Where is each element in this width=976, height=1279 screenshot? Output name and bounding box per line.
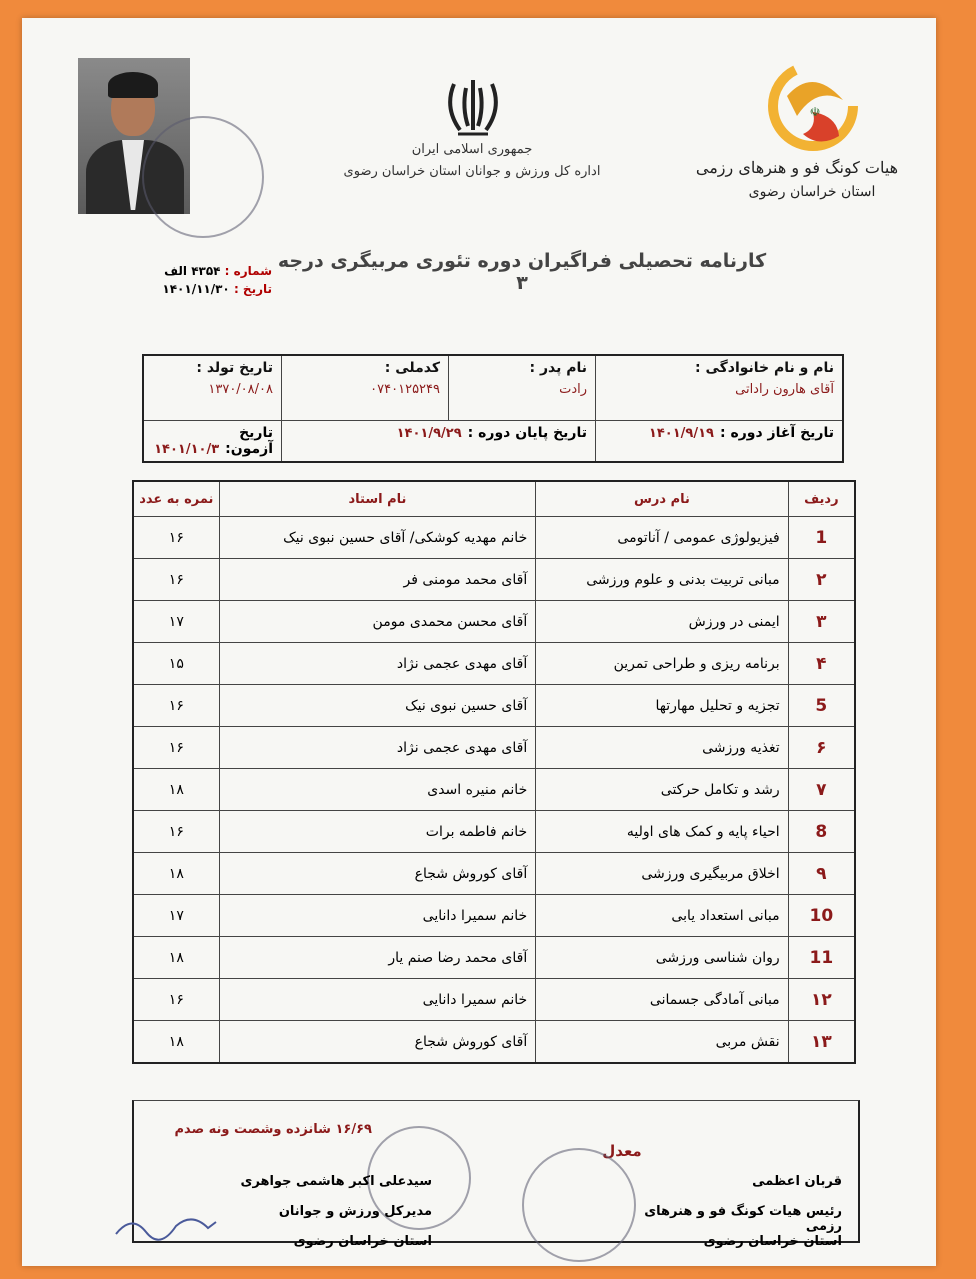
student-info-table: [142, 354, 844, 463]
table-row: [133, 643, 855, 685]
row-number: 10: [788, 895, 855, 937]
teacher-name: خانم فاطمه برات: [219, 811, 536, 853]
table-row: [133, 853, 855, 895]
row-number: ۴: [788, 643, 855, 685]
row-number: ۱۲: [788, 979, 855, 1021]
birth-cell: [143, 355, 282, 421]
number-value: ۴۳۵۴ الف: [164, 264, 221, 278]
teacher-name: آقای مهدی عجمی نژاد: [219, 727, 536, 769]
father-label: نام پدر :: [529, 360, 587, 376]
name-label: نام و نام خانوادگی :: [694, 360, 834, 376]
start-cell: [596, 421, 844, 463]
exam-value: ۱۴۰۱/۱۰/۳: [154, 442, 220, 457]
name-cell: [596, 355, 844, 421]
doc-number-block: [142, 264, 272, 296]
left-signer-province: استان خراسان رضوی: [293, 1234, 432, 1249]
photo-stamp: [142, 116, 264, 238]
teacher-name: آقای کوروش شجاع: [219, 1021, 536, 1064]
row-number: 8: [788, 811, 855, 853]
header-teacher: نام استاد: [219, 481, 536, 517]
header-score: نمره به عدد: [133, 481, 219, 517]
end-cell: [282, 421, 596, 463]
number-label: شماره :: [224, 264, 272, 278]
row-number: ۲: [788, 559, 855, 601]
end-value: ۱۴۰۱/۹/۲۹: [396, 426, 462, 441]
table-row: [133, 937, 855, 979]
left-signer-name: سیدعلی اکبر هاشمی جواهری: [240, 1174, 432, 1189]
row-number: ۹: [788, 853, 855, 895]
table-row: [133, 685, 855, 727]
teacher-name: آقای محمد رضا صنم یار: [219, 937, 536, 979]
course-name: روان شناسی ورزشی: [536, 937, 788, 979]
course-name: نقش مربی: [536, 1021, 788, 1064]
page-title: کارنامه تحصیلی فراگیران دوره تئوری مربیگری درجه ۳: [277, 250, 767, 294]
course-name: مبانی تربیت بدنی و علوم ورزشی: [536, 559, 788, 601]
kungfu-federation-logo: [757, 56, 867, 156]
signature-scribble: [112, 1204, 222, 1244]
right-stamp: [522, 1148, 636, 1262]
document-paper: [22, 18, 936, 1266]
score: ۱۶: [133, 559, 219, 601]
org-line-2: استان خراسان رضوی: [748, 184, 876, 200]
table-row: [133, 1021, 855, 1064]
score: ۱۶: [133, 979, 219, 1021]
row-number: 11: [788, 937, 855, 979]
course-name: برنامه ریزی و طراحی تمرین: [536, 643, 788, 685]
teacher-name: آقای کوروش شجاع: [219, 853, 536, 895]
row-number: ۶: [788, 727, 855, 769]
right-signer-role: رئیس هیات کونگ فو و هنرهای رزمی: [644, 1204, 842, 1234]
course-name: تجزیه و تحلیل مهارتها: [536, 685, 788, 727]
right-signer-name: قربان اعظمی: [752, 1174, 842, 1189]
score: ۱۸: [133, 853, 219, 895]
course-name: تغذیه ورزشی: [536, 727, 788, 769]
svg-text:☫: ☫: [809, 105, 821, 119]
score: ۱۸: [133, 937, 219, 979]
teacher-name: آقای محمد مومنی فر: [219, 559, 536, 601]
teacher-name: آقای محسن محمدی مومن: [219, 601, 536, 643]
start-label: تاریخ آغاز دوره :: [719, 425, 834, 441]
grades-body: [133, 517, 855, 1064]
table-row: [133, 601, 855, 643]
table-row: [133, 727, 855, 769]
score: ۱۷: [133, 895, 219, 937]
exam-cell: [143, 421, 282, 463]
average-label: معدل: [602, 1142, 642, 1160]
course-name: احیاء پایه و کمک های اولیه: [536, 811, 788, 853]
grades-table: [132, 480, 856, 1064]
national-id-label: کدملی :: [384, 360, 440, 376]
row-number: ۳: [788, 601, 855, 643]
row-number: ۱۳: [788, 1021, 855, 1064]
course-name: فیزیولوژی عمومی / آناتومی: [536, 517, 788, 559]
national-id-cell: [282, 355, 449, 421]
teacher-name: خانم مهدیه کوشکی/ آقای حسین نبوی نیک: [219, 517, 536, 559]
score: ۱۸: [133, 1021, 219, 1064]
header-row-number: ردیف: [788, 481, 855, 517]
table-row: [133, 559, 855, 601]
teacher-name: آقای مهدی عجمی نژاد: [219, 643, 536, 685]
table-row: [133, 811, 855, 853]
course-name: مبانی استعداد یابی: [536, 895, 788, 937]
end-label: تاریخ پایان دوره :: [467, 425, 587, 441]
table-row: [133, 979, 855, 1021]
header-course: نام درس: [536, 481, 788, 517]
row-number: 5: [788, 685, 855, 727]
score: ۱۵: [133, 643, 219, 685]
birth-value: ۱۳۷۰/۰۸/۰۸: [208, 382, 273, 397]
gov-line-2: اداره کل ورزش و جوانان استان خراسان رضوی: [343, 164, 601, 179]
row-number: 1: [788, 517, 855, 559]
average-value: ۱۶/۶۹ شانزده وشصت ونه صدم: [174, 1122, 372, 1137]
teacher-name: خانم سمیرا دانایی: [219, 979, 536, 1021]
table-row: [133, 895, 855, 937]
score: ۱۶: [133, 685, 219, 727]
exam-label: تاریخ آزمون:: [225, 425, 273, 457]
start-value: ۱۴۰۱/۹/۱۹: [648, 426, 714, 441]
course-name: ایمنی در ورزش: [536, 601, 788, 643]
row-number: ۷: [788, 769, 855, 811]
score: ۱۷: [133, 601, 219, 643]
table-row: [133, 517, 855, 559]
teacher-name: آقای حسین نبوی نیک: [219, 685, 536, 727]
course-name: اخلاق مربیگیری ورزشی: [536, 853, 788, 895]
left-signer-role: مدیرکل ورزش و جوانان: [278, 1204, 432, 1219]
iran-emblem-icon: [440, 74, 506, 140]
course-name: رشد و تکامل حرکتی: [536, 769, 788, 811]
table-row: [133, 769, 855, 811]
birth-label: تاریخ تولد :: [196, 360, 273, 376]
right-signer-province: استان خراسان رضوی: [703, 1234, 842, 1249]
name-value: آقای هارون راداتی: [735, 382, 834, 397]
score: ۱۸: [133, 769, 219, 811]
teacher-name: خانم سمیرا دانایی: [219, 895, 536, 937]
date-label: تاریخ :: [233, 282, 272, 296]
national-id-value: ۰۷۴۰۱۲۵۲۴۹: [370, 382, 440, 397]
gov-line-1: جمهوری اسلامی ایران: [411, 142, 533, 157]
course-name: مبانی آمادگی جسمانی: [536, 979, 788, 1021]
score: ۱۶: [133, 811, 219, 853]
org-line-1: هیات کونگ فو و هنرهای رزمی: [695, 158, 899, 177]
score: ۱۶: [133, 517, 219, 559]
date-value: ۱۴۰۱/۱۱/۳۰: [162, 282, 230, 296]
father-value: رادت: [559, 382, 587, 397]
score: ۱۶: [133, 727, 219, 769]
father-cell: [449, 355, 596, 421]
teacher-name: خانم منیره اسدی: [219, 769, 536, 811]
